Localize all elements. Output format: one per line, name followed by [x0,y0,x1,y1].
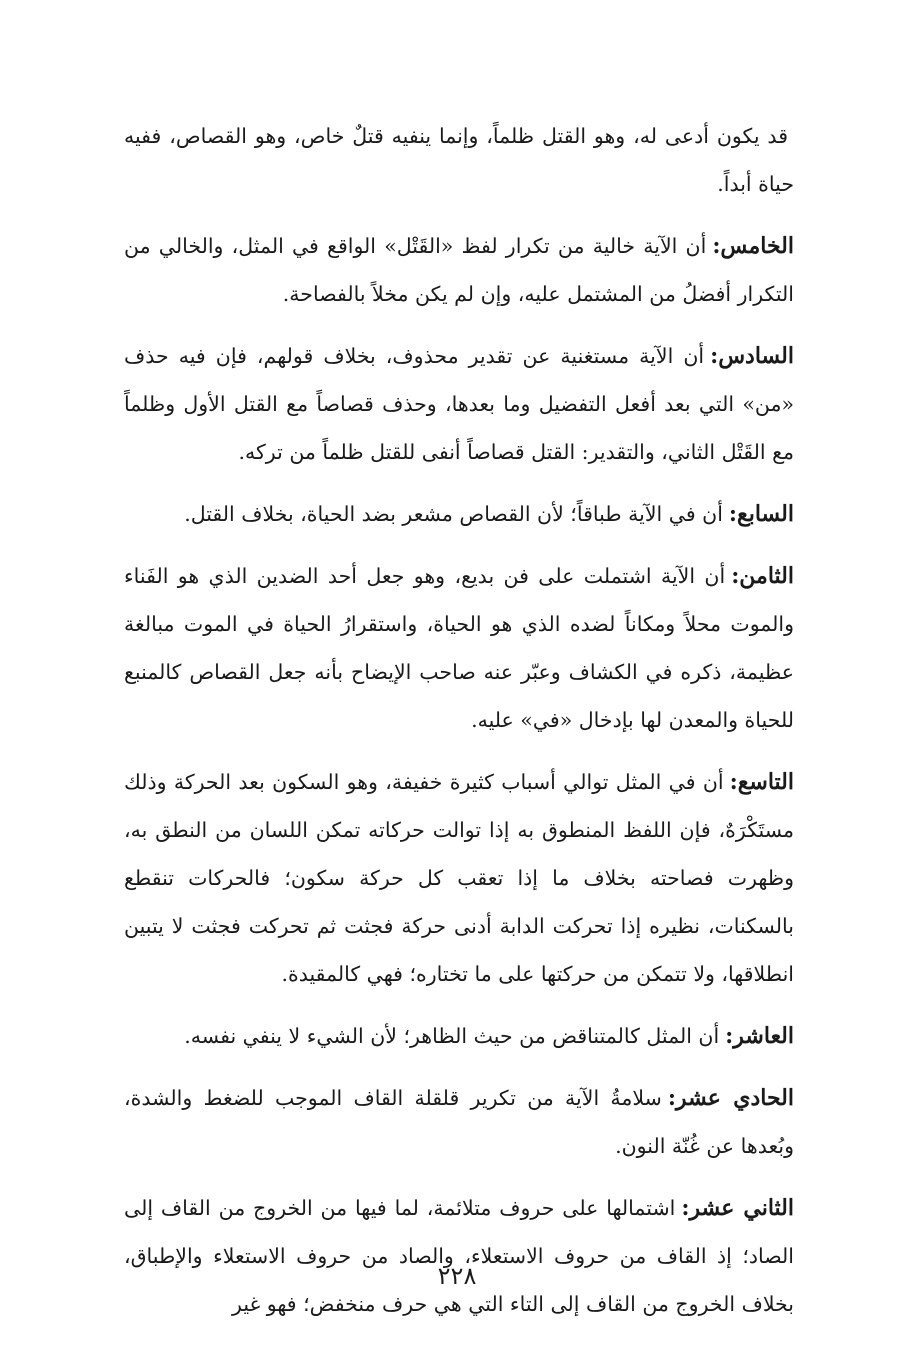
paragraph-lead: السابع: [728,501,794,527]
paragraph-lead: الثاني عشر: [681,1195,794,1221]
paragraph-lead: السادس: [710,343,794,369]
page-number: ٢٢٨ [437,1262,477,1290]
paragraph-7-sabi [124,490,794,538]
paragraph-8-thamin [124,552,794,744]
paragraph-text: اشتمالها على حروف متلائمة، لما فيها من الخروج من القاف إلى الصاد؛ إذ القاف من حروف الاستعلاء، والصاد من حروف الاستعلاء والإطباق، بخلاف الخروج من القاف إلى التاء التي هي حرف منخفض؛ فهو غير [124,1196,794,1316]
paragraph-11-hadi-ashar [124,1074,794,1170]
paragraph-lead: الخامس: [712,233,794,259]
paragraph-6-sadis [124,332,794,476]
paragraph-lead: الحادي عشر: [667,1085,794,1111]
paragraph-10-ashir [124,1012,794,1060]
paragraph-12-thani-ashar [124,1184,794,1328]
paragraph-text: سلامةُ الآية من تكرير قلقلة القاف الموجب للضغط والشدة، وبُعدها عن غُنّة النون. [124,1086,794,1158]
paragraph-lead: الثامن: [731,563,794,589]
paragraph-text: أن الآية اشتملت على فن بديع، وهو جعل أحد الضدين الذي هو الفَناء والموت محلاً ومكاناً لضده الذي هو الحياة، واستقرارُ الحياة في الموت مبالغة عظيمة، ذكره في الكشاف وعبّر عنه صاحب الإيضاح بأنه جعل القصاص كالمنبع للحياة والمعدن لها بإدخال «في» عليه. [124,564,794,732]
paragraph-lead: العاشر: [725,1023,794,1049]
paragraph-1 [124,112,794,208]
paragraph-text: أن الآية مستغنية عن تقدير محذوف، بخلاف قولهم، فإن فيه حذف «من» التي بعد أفعل التفضيل وما بعدها، وحذف قصاصاً مع القتل الأول وظلماً مع القَتْل الثاني، والتقدير: القتل قصاصاً أنفى للقتل ظلماً من تركه. [124,344,794,464]
page-body [124,112,794,1342]
paragraph-5-khamis [124,222,794,318]
paragraph-text: أن المثل كالمتناقض من حيث الظاهر؛ لأن الشيء لا ينفي نفسه. [184,1024,720,1048]
paragraph-text: أن في الآية طباقاً؛ لأن القصاص مشعر بضد الحياة، بخلاف القتل. [184,502,723,526]
paragraph-lead: التاسع: [729,769,794,795]
paragraph-text: أن في المثل توالي أسباب كثيرة خفيفة، وهو السكون بعد الحركة وذلك مستَكْرَهٌ، فإن اللفظ المنطوق به إذا توالت حركاته تمكن اللسان من النطق به، وظهرت فصاحته بخلاف ما إذا تعقب كل حركة سكون؛ فالحركات تنقطع بالسكنات، نظيره إذا تحركت الدابة أدنى حركة فجثت ثم تحركت فجثت لا يتبين انطلاقها، ولا تتمكن من حركتها على ما تختاره؛ فهي كالمقيدة. [124,770,794,986]
paragraph-text: أن الآية خالية من تكرار لفظ «القَتْل» الواقع في المثل، والخالي من التكرار أفضلُ من المشتمل عليه، وإن لم يكن مخلاً بالفصاحة. [124,234,794,306]
paragraph-9-tasi [124,758,794,998]
paragraph-text: قد يكون أدعى له، وهو القتل ظلماً، وإنما ينفيه قتلٌ خاص، وهو القصاص، ففيه حياة أبداً. [124,124,794,196]
